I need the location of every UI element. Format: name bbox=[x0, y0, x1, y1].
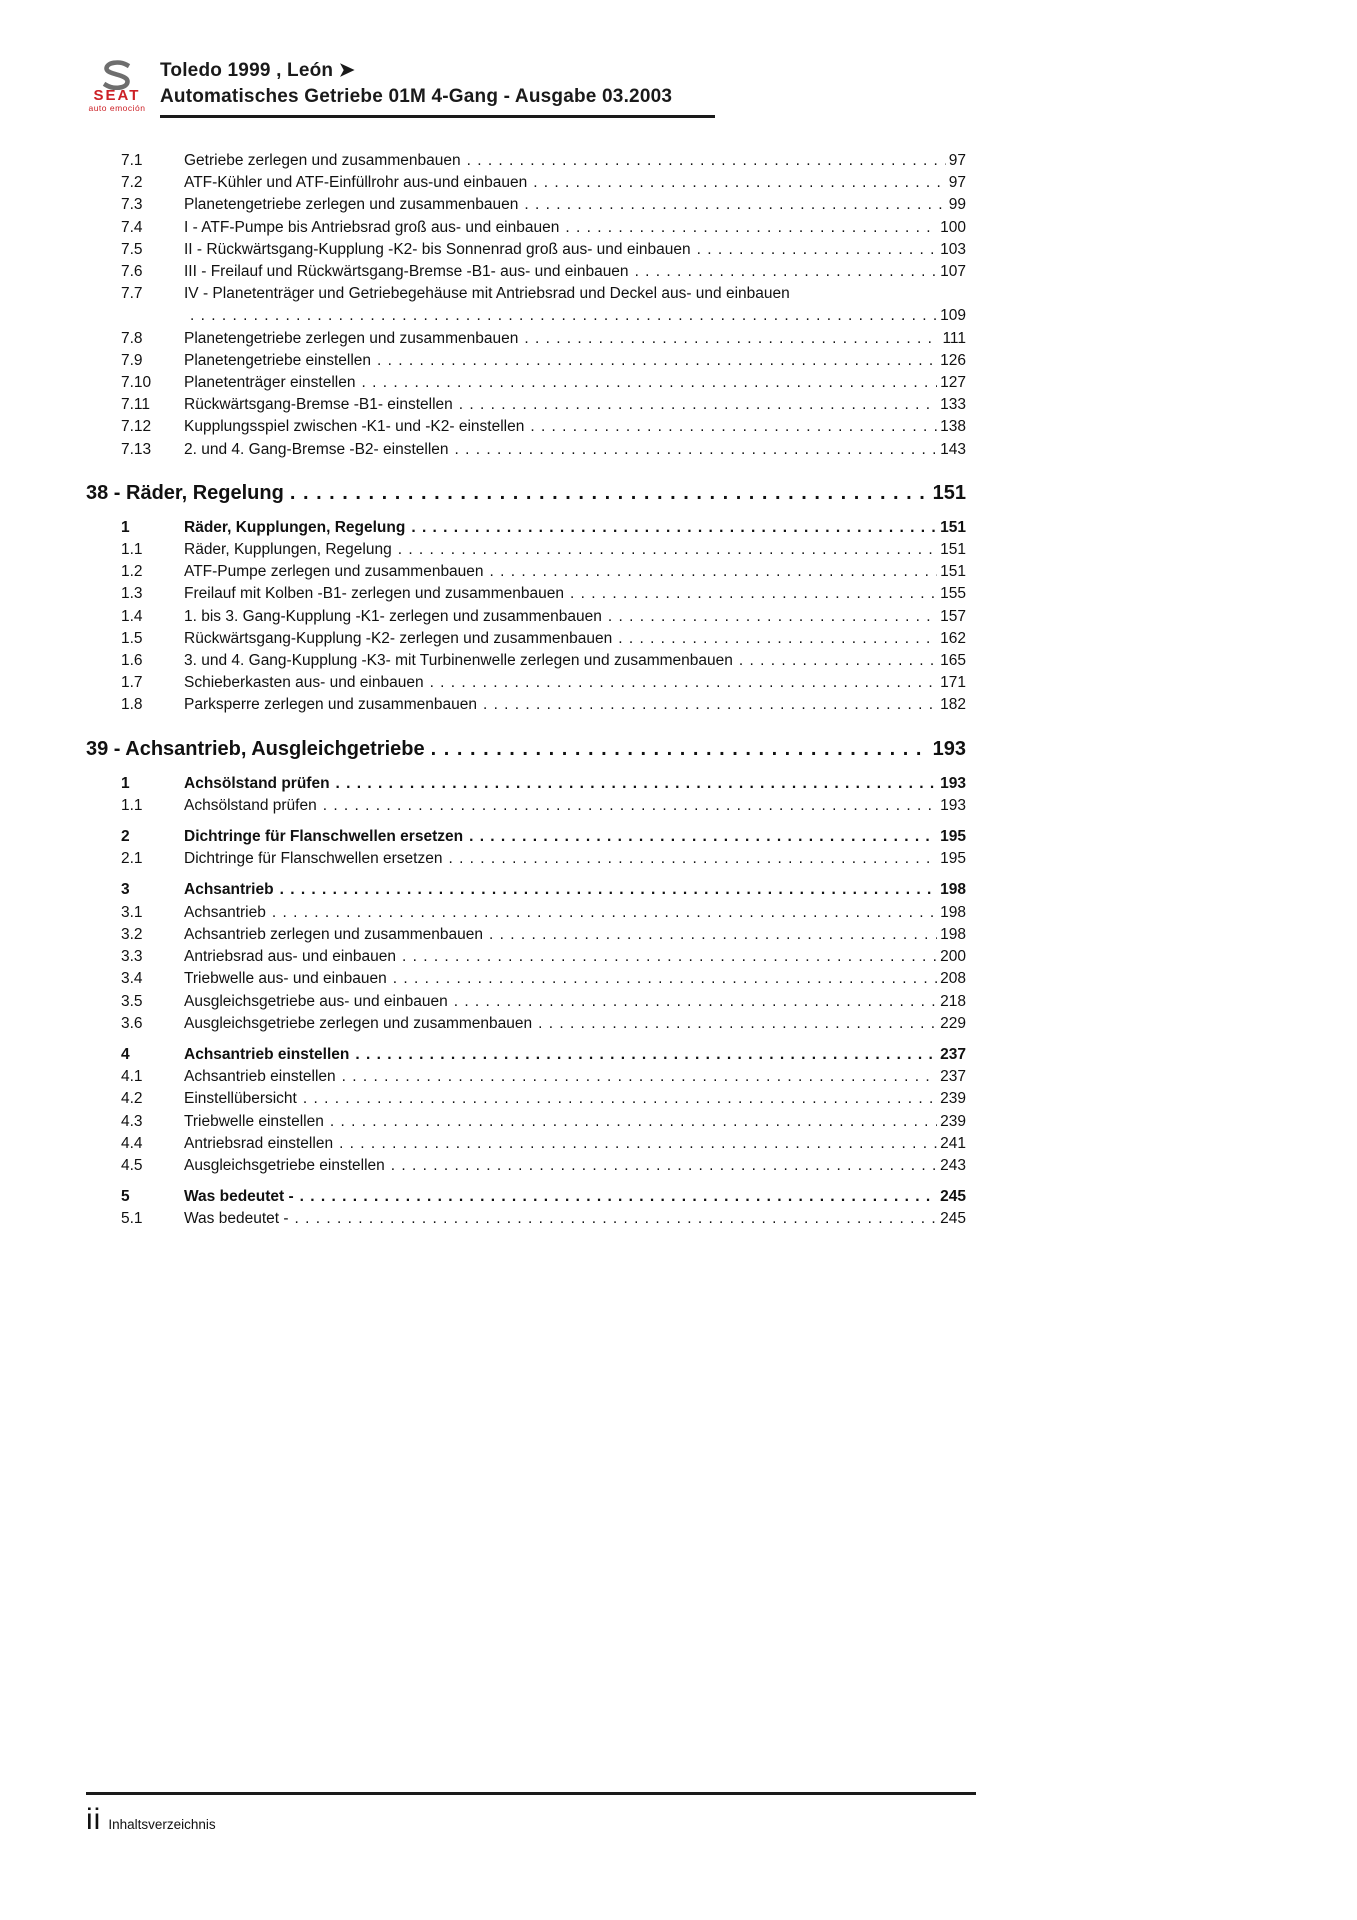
toc-entry bbox=[86, 416, 966, 438]
toc-entry-title: Antriebsrad einstellen bbox=[184, 1134, 334, 1152]
toc-entry-indent bbox=[86, 305, 184, 327]
leader-dots bbox=[402, 946, 937, 968]
toc-entry-title: Was bedeutet - bbox=[184, 1188, 294, 1206]
toc-entry-title: IV - Planetenträger und Getriebegehäuse mit Antriebsrad und Deckel aus- und einbauen bbox=[184, 285, 790, 303]
leader-dots bbox=[303, 1088, 937, 1110]
toc-entry bbox=[86, 1013, 966, 1035]
toc-entry-number: 7.3 bbox=[121, 196, 143, 214]
toc-entry-title: Triebwelle einstellen bbox=[184, 1112, 324, 1130]
toc-entry bbox=[86, 350, 966, 372]
toc-page-number: 100 bbox=[940, 218, 966, 236]
toc-entry bbox=[86, 283, 966, 305]
toc-page-number: 143 bbox=[940, 440, 966, 458]
toc-entry-number: 2.1 bbox=[121, 850, 143, 868]
toc-entry bbox=[86, 172, 966, 194]
toc-page-number: 155 bbox=[940, 585, 966, 603]
toc-page-number: 151 bbox=[932, 481, 966, 504]
toc-entry-number: 7.13 bbox=[121, 440, 152, 458]
toc-entry-number: 1.3 bbox=[121, 585, 143, 603]
toc-page-number: 195 bbox=[940, 850, 966, 868]
brand-wordmark: SEAT bbox=[93, 87, 141, 104]
toc-entry bbox=[86, 1155, 966, 1177]
toc-entry-number: 7.11 bbox=[121, 396, 151, 414]
leader-dots bbox=[398, 539, 937, 561]
toc-entry-number: 7.6 bbox=[121, 263, 143, 281]
toc-entry-title: Schieberkasten aus- und einbauen bbox=[184, 674, 424, 692]
toc-entry bbox=[86, 150, 966, 172]
leader-dots bbox=[459, 394, 937, 416]
toc-entry-number: 4 bbox=[121, 1045, 130, 1063]
leader-dots bbox=[635, 261, 938, 283]
toc-page-number: 243 bbox=[940, 1156, 966, 1174]
leader-dots bbox=[330, 1111, 937, 1133]
toc-entry-title: Kupplungsspiel zwischen -K1- und -K2- einstellen bbox=[184, 418, 525, 436]
toc-entry bbox=[86, 991, 966, 1013]
leader-dots bbox=[323, 795, 937, 817]
leader-dots bbox=[339, 1133, 937, 1155]
leader-dots bbox=[565, 217, 937, 239]
toc-page-number: 198 bbox=[940, 925, 966, 943]
toc-entry-title: Achsantrieb einstellen bbox=[184, 1045, 350, 1063]
toc-page-number: 138 bbox=[940, 418, 966, 436]
toc-entry-title: Parksperre zerlegen und zusammenbauen bbox=[184, 696, 477, 714]
toc-entry bbox=[86, 968, 966, 990]
footer-label: Inhaltsverzeichnis bbox=[108, 1817, 216, 1832]
toc-entry bbox=[86, 1111, 966, 1133]
toc-entry-title: Ausgleichsgetriebe einstellen bbox=[184, 1156, 385, 1174]
toc-page-number: 127 bbox=[940, 374, 966, 392]
leader-dots bbox=[490, 561, 938, 583]
toc-entry-number: 7.1 bbox=[121, 152, 143, 169]
toc-page-number: 237 bbox=[940, 1045, 966, 1063]
toc-entry-title: I - ATF-Pumpe bis Antriebsrad groß aus- und einbauen bbox=[184, 218, 560, 236]
toc-entry-number: 1.7 bbox=[121, 674, 143, 692]
toc-entry bbox=[86, 694, 966, 716]
toc-entry bbox=[86, 561, 966, 583]
toc-entry-number: 1 bbox=[121, 518, 130, 536]
toc-entry bbox=[86, 650, 966, 672]
toc-page-number: 239 bbox=[940, 1090, 966, 1108]
leader-dots bbox=[530, 416, 937, 438]
toc-entry-number: 3.1 bbox=[121, 903, 143, 921]
page-footer bbox=[86, 1792, 976, 1835]
leader-dots bbox=[280, 879, 938, 901]
toc-entry-number: 1.8 bbox=[121, 696, 143, 714]
leader-dots bbox=[455, 439, 938, 461]
toc-entry-number: 1.4 bbox=[121, 607, 143, 625]
leader-dots bbox=[469, 826, 937, 848]
toc-page-number: 103 bbox=[940, 240, 966, 258]
toc-entry-number: 3 bbox=[121, 881, 130, 899]
toc-entry-number: 2 bbox=[121, 828, 130, 846]
toc-entry-title: Triebwelle aus- und einbauen bbox=[184, 970, 387, 988]
footer-page-number: ii bbox=[86, 1803, 102, 1836]
leader-dots bbox=[272, 902, 937, 924]
toc-page-number: 151 bbox=[940, 541, 966, 559]
toc-entry bbox=[86, 539, 966, 561]
leader-dots bbox=[524, 328, 939, 350]
leader-dots bbox=[454, 991, 937, 1013]
toc-entry-title: 2. und 4. Gang-Bremse -B2- einstellen bbox=[184, 440, 449, 458]
toc-page-number: 237 bbox=[940, 1068, 966, 1086]
toc-entry bbox=[86, 1044, 966, 1066]
toc-entry-title: 3. und 4. Gang-Kupplung -K3- mit Turbinenwelle zerlegen und zusammenbauen bbox=[184, 652, 733, 670]
toc-entry-number: 4.1 bbox=[121, 1068, 143, 1086]
toc-entry-number: 7.12 bbox=[121, 418, 152, 436]
leader-dots bbox=[431, 735, 930, 764]
toc-entry-number: 1.5 bbox=[121, 629, 143, 647]
toc-entry bbox=[86, 628, 966, 650]
toc-page-number: 133 bbox=[940, 396, 966, 414]
page-header bbox=[86, 58, 1357, 118]
toc-entry-number: 7.4 bbox=[121, 218, 143, 236]
toc-entry-title: Ausgleichsgetriebe aus- und einbauen bbox=[184, 992, 448, 1010]
toc-entry-title: Einstellübersicht bbox=[184, 1090, 297, 1108]
toc-entry-number: 1.6 bbox=[121, 652, 143, 670]
toc-entry-title: ATF-Pumpe zerlegen und zusammenbauen bbox=[184, 563, 484, 581]
toc-entry bbox=[86, 1208, 966, 1230]
toc-entry-title: Getriebe zerlegen und zusammenbauen bbox=[184, 152, 461, 169]
leader-dots bbox=[355, 1044, 937, 1066]
leader-dots bbox=[570, 583, 937, 605]
toc-page-number: 111 bbox=[942, 329, 966, 347]
toc-entry-title: Antriebsrad aus- und einbauen bbox=[184, 948, 396, 966]
toc-page-number: 97 bbox=[948, 152, 966, 169]
leader-dots bbox=[391, 1155, 937, 1177]
leader-dots bbox=[448, 848, 937, 870]
toc-entry-number: 3.6 bbox=[121, 1014, 143, 1032]
toc-entry bbox=[86, 902, 966, 924]
toc-page-number: 241 bbox=[940, 1134, 966, 1152]
toc-page-number: 107 bbox=[940, 263, 966, 281]
header-titles bbox=[160, 58, 715, 118]
toc-entry-number: 4.5 bbox=[121, 1156, 143, 1174]
toc-page-number: 198 bbox=[940, 903, 966, 921]
toc-entry-title: Ausgleichsgetriebe zerlegen und zusammenbauen bbox=[184, 1014, 533, 1032]
toc-page-number: 195 bbox=[940, 828, 966, 846]
toc-entry-title: Achsantrieb bbox=[184, 881, 274, 899]
toc-section-heading bbox=[86, 479, 966, 508]
toc-entry-title: Rückwärtsgang-Kupplung -K2- zerlegen und zusammenbauen bbox=[184, 629, 613, 647]
toc-page-number: 171 bbox=[940, 674, 966, 692]
leader-dots bbox=[524, 194, 945, 216]
leader-dots bbox=[290, 479, 930, 508]
toc-page-number: 193 bbox=[932, 737, 966, 760]
leader-dots bbox=[618, 628, 937, 650]
toc-entry-number: 1.1 bbox=[121, 796, 143, 814]
toc-page-number: 97 bbox=[948, 174, 966, 192]
toc-page-number: 157 bbox=[940, 607, 966, 625]
toc-entry bbox=[86, 826, 966, 848]
toc-entry-number: 1.1 bbox=[121, 541, 143, 559]
toc-entry-title: Freilauf mit Kolben -B1- zerlegen und zusammenbauen bbox=[184, 585, 564, 603]
toc-entry bbox=[86, 1066, 966, 1088]
toc-page-number: 182 bbox=[940, 696, 966, 714]
toc-entry bbox=[86, 773, 966, 795]
leader-dots bbox=[608, 606, 937, 628]
toc-page-number: 126 bbox=[940, 351, 966, 369]
toc-page-number: 229 bbox=[940, 1014, 966, 1032]
toc-entry-number: 3.4 bbox=[121, 970, 143, 988]
leader-dots bbox=[489, 924, 937, 946]
toc-entry-continuation bbox=[86, 305, 966, 327]
toc-entry-number: 3.3 bbox=[121, 948, 143, 966]
toc-entry-title: Dichtringe für Flanschwellen ersetzen bbox=[184, 850, 443, 868]
toc-entry-number: 7.9 bbox=[121, 351, 143, 369]
toc-entry bbox=[86, 439, 966, 461]
toc-entry bbox=[86, 879, 966, 901]
toc-entry-number: 7.10 bbox=[121, 374, 152, 392]
toc-entry bbox=[86, 672, 966, 694]
toc-entry-number: 7.5 bbox=[121, 240, 143, 258]
leader-dots bbox=[538, 1013, 937, 1035]
toc-entry bbox=[86, 194, 966, 216]
toc-entry-title: Räder, Kupplungen, Regelung bbox=[184, 541, 392, 559]
leader-dots bbox=[295, 1208, 938, 1230]
toc-entry-title: Dichtringe für Flanschwellen ersetzen bbox=[184, 828, 464, 846]
toc-entry bbox=[86, 583, 966, 605]
toc-entry bbox=[86, 394, 966, 416]
leader-dots bbox=[361, 372, 937, 394]
document-title: Automatisches Getriebe 01M 4-Gang - Ausgabe 03.2003 bbox=[160, 86, 673, 107]
toc-entry-title: Was bedeutet - bbox=[184, 1210, 289, 1228]
toc-page-number: 200 bbox=[940, 948, 966, 966]
leader-dots bbox=[377, 350, 937, 372]
toc-entry-number: 7.8 bbox=[121, 329, 143, 347]
toc-entry bbox=[86, 848, 966, 870]
toc-entry bbox=[86, 239, 966, 261]
toc-entry-number: 3.5 bbox=[121, 992, 143, 1010]
toc-group bbox=[86, 150, 966, 461]
toc-entry-title: Achsantrieb einstellen bbox=[184, 1068, 336, 1086]
toc-page-number: 151 bbox=[940, 518, 966, 536]
toc-page-number: 245 bbox=[940, 1210, 966, 1228]
toc-entry-number: 5 bbox=[121, 1188, 130, 1206]
leader-dots bbox=[300, 1186, 937, 1208]
toc-entry bbox=[86, 946, 966, 968]
toc-entry bbox=[86, 795, 966, 817]
toc-entry-title: ATF-Kühler und ATF-Einfüllrohr aus-und einbauen bbox=[184, 174, 528, 192]
brand-tagline: auto emoción bbox=[88, 103, 146, 113]
leader-dots bbox=[697, 239, 937, 261]
toc-group bbox=[86, 735, 966, 1231]
leader-dots bbox=[467, 150, 946, 172]
toc-page-number: 218 bbox=[940, 992, 966, 1010]
toc-entry bbox=[86, 1186, 966, 1208]
toc-page-number: 109 bbox=[940, 307, 966, 325]
toc-entry-title: III - Freilauf und Rückwärtsgang-Bremse -B1- aus- und einbauen bbox=[184, 263, 629, 281]
leader-dots bbox=[342, 1066, 937, 1088]
toc-entry-title: Planetengetriebe zerlegen und zusammenbauen bbox=[184, 196, 519, 214]
toc-section-heading bbox=[86, 735, 966, 764]
toc-entry-title: Achsölstand prüfen bbox=[184, 774, 330, 792]
leader-dots bbox=[430, 672, 938, 694]
toc-page-number: 162 bbox=[940, 629, 966, 647]
toc-entry bbox=[86, 1088, 966, 1110]
toc-entry-title: II - Rückwärtsgang-Kupplung -K2- bis Sonnenrad groß aus- und einbauen bbox=[184, 240, 691, 258]
toc-page-number: 151 bbox=[940, 563, 966, 581]
toc-entry bbox=[86, 372, 966, 394]
toc-group bbox=[86, 479, 966, 717]
toc-entry-title: Rückwärtsgang-Bremse -B1- einstellen bbox=[184, 396, 453, 414]
seat-logo bbox=[86, 58, 148, 113]
toc-page-number: 165 bbox=[940, 652, 966, 670]
toc-page-number: 193 bbox=[940, 774, 966, 792]
toc-page-number: 198 bbox=[940, 881, 966, 899]
toc-entry-title: 1. bis 3. Gang-Kupplung -K1- zerlegen und zusammenbauen bbox=[184, 607, 602, 625]
leader-dots bbox=[393, 968, 937, 990]
toc-entry-number: 1.2 bbox=[121, 563, 143, 581]
leader-dots bbox=[739, 650, 937, 672]
toc-entry bbox=[86, 261, 966, 283]
leader-dots bbox=[411, 517, 937, 539]
leader-dots bbox=[483, 694, 937, 716]
toc-entry-number: 7.7 bbox=[121, 285, 143, 303]
leader-dots bbox=[190, 305, 937, 327]
toc-section-title: 39 - Achsantrieb, Ausgleichgetriebe bbox=[86, 737, 425, 760]
toc-section-title: 38 - Räder, Regelung bbox=[86, 481, 284, 504]
toc-page-number: 193 bbox=[940, 796, 966, 814]
toc-entry-title: Planetengetriebe einstellen bbox=[184, 351, 371, 369]
toc-entry-number: 3.2 bbox=[121, 925, 143, 943]
toc-entry-title: Räder, Kupplungen, Regelung bbox=[184, 518, 406, 536]
toc-entry-title: Planetenträger einstellen bbox=[184, 374, 356, 392]
toc-entry-title: Achsantrieb bbox=[184, 903, 266, 921]
toc-entry-number: 4.4 bbox=[121, 1134, 143, 1152]
toc-entry-number: 4.2 bbox=[121, 1090, 143, 1108]
toc-entry bbox=[86, 924, 966, 946]
model-title: Toledo 1999 , León ➤ bbox=[160, 60, 355, 81]
table-of-contents bbox=[86, 150, 966, 1231]
toc-entry-title: Achsölstand prüfen bbox=[184, 796, 317, 814]
toc-entry bbox=[86, 217, 966, 239]
toc-entry-title: Achsantrieb zerlegen und zusammenbauen bbox=[184, 925, 483, 943]
toc-entry-number: 7.2 bbox=[121, 174, 143, 192]
toc-page-number: 239 bbox=[940, 1112, 966, 1130]
toc-page-number: 245 bbox=[940, 1188, 966, 1206]
toc-entry-number: 4.3 bbox=[121, 1112, 143, 1130]
toc-page-number: 208 bbox=[940, 970, 966, 988]
toc-page-number: 99 bbox=[948, 196, 966, 214]
toc-entry bbox=[86, 1133, 966, 1155]
toc-entry bbox=[86, 606, 966, 628]
toc-entry-title: Planetengetriebe zerlegen und zusammenbauen bbox=[184, 329, 519, 347]
toc-entry-number: 5.1 bbox=[121, 1210, 143, 1228]
toc-entry bbox=[86, 517, 966, 539]
seat-s-icon bbox=[100, 60, 134, 90]
leader-dots bbox=[336, 773, 938, 795]
toc-entry bbox=[86, 328, 966, 350]
toc-entry-number: 1 bbox=[121, 774, 130, 792]
leader-dots bbox=[533, 172, 946, 194]
